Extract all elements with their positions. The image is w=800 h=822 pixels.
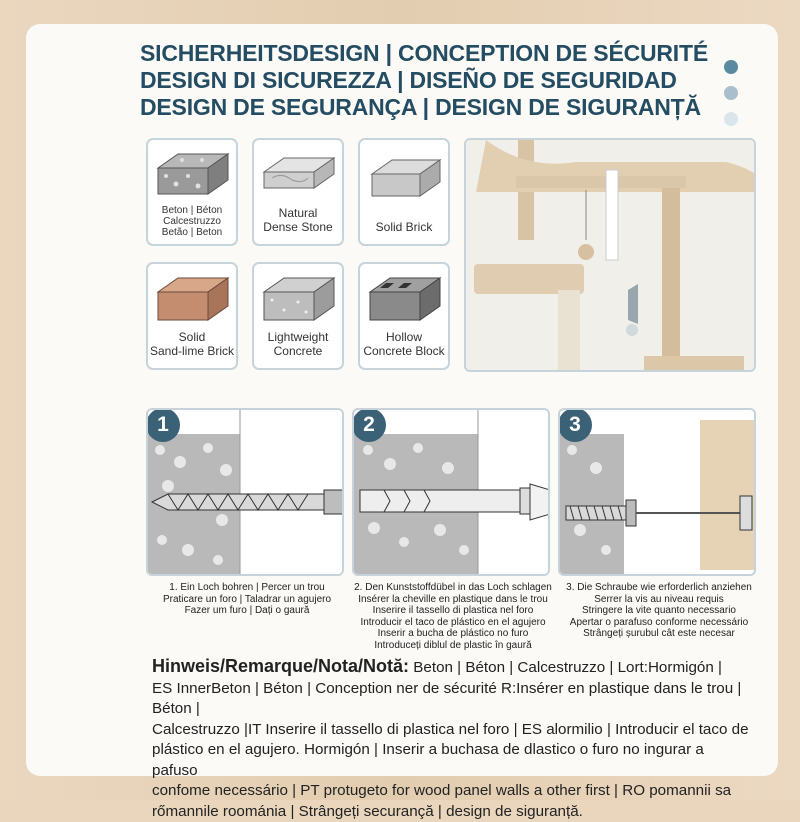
- page-title: [140, 40, 720, 121]
- note-text: Beton | Béton | Calcestruzzo | Lort:Hormigón | ES InnerBeton | Béton | Conception ner de sécurité R:Insérer en plastique dans le trou | Béton | Calcestruzzo |IT Inserire il tassello di plastica nel foro | ES alormilio | Introducir el taco de plástico en el agujero. Hormigón | Inserir a buchasa de dlastico o furo no ingurar a pafuso confome necessário | PT protugeto for wood panel walls a other first | RO pomannii sa rőmannile roománia | Strângeți securançă | design de siguranță.: [152, 659, 749, 820]
- title-line-1: SICHERHEITSDESIGN | CONCEPTION DE SÉCURITÉ: [140, 40, 708, 66]
- drill-illustration: [148, 410, 344, 576]
- step-1-caption: 1. Ein Loch bohren | Percer un trou Praticare un foro | Taladrar un agujero Fazer um furo | Dați o gaură: [162, 582, 332, 616]
- stone-block-icon: [258, 148, 338, 204]
- step-2-caption: 2. Den Kunststoffdübel in das Loch schlagen Insérer la cheville en plastique dans le trou Inserire il tassello di plastica nel foro Introducir el taco de plástico en el agujero Inserir a bucha de plástico no furo Introduceți diblul de plastic în gaură: [354, 582, 552, 651]
- step-1-badge: 1: [146, 408, 180, 442]
- material-label: Beton | Béton Calcestruzzo Betão | Beton: [161, 205, 223, 238]
- cat-tree-closeup-image: [466, 140, 756, 372]
- step-1-panel: [146, 408, 344, 576]
- screw-illustration: [560, 410, 756, 576]
- note-heading: Hinweis/Remarque/Nota/Notă:: [152, 656, 410, 676]
- dot-dark: [724, 60, 738, 74]
- step-2-badge: 2: [352, 408, 386, 442]
- solid-brick-icon: [364, 148, 444, 204]
- material-label: Solid Sand-lime Brick: [149, 330, 235, 358]
- sand-lime-brick-icon: [152, 272, 232, 328]
- material-tile-stone: [252, 138, 344, 246]
- step-3-badge: 3: [558, 408, 592, 442]
- material-label: Natural Dense Stone: [263, 206, 333, 234]
- decorative-dots: [724, 60, 738, 138]
- title-line-3: DESIGN DE SEGURANÇA | DESIGN DE SIGURANȚĂ: [140, 94, 701, 120]
- material-tile-sand-lime: [146, 262, 238, 370]
- title-line-2: DESIGN DI SICUREZZA | DISEÑO DE SEGURIDAD: [140, 67, 677, 93]
- material-label: Hollow Concrete Block: [363, 330, 445, 358]
- material-tile-lightweight: [252, 262, 344, 370]
- step-2-panel: [352, 408, 550, 576]
- lightweight-concrete-icon: [258, 272, 338, 328]
- step-3-caption: 3. Die Schraube wie erforderlich anziehen Serrer la vis au niveau requis Stringere la vite quanto necessario Apertar o parafuso conforme necessário Strângeți șurubul cât este necesar: [566, 582, 752, 639]
- note-paragraph: [152, 656, 752, 822]
- dot-light: [724, 112, 738, 126]
- hollow-block-icon: [364, 272, 444, 328]
- concrete-block-icon: [152, 148, 232, 204]
- material-label: Solid Brick: [375, 220, 433, 234]
- plug-illustration: [354, 410, 550, 576]
- material-tile-concrete: [146, 138, 238, 246]
- material-tile-hollow: [358, 262, 450, 370]
- step-3-panel: [558, 408, 756, 576]
- dot-mid: [724, 86, 738, 100]
- wall-mount-photo: [464, 138, 756, 372]
- material-tile-solid-brick: [358, 138, 450, 246]
- material-label: Lightweight Concrete: [267, 330, 329, 358]
